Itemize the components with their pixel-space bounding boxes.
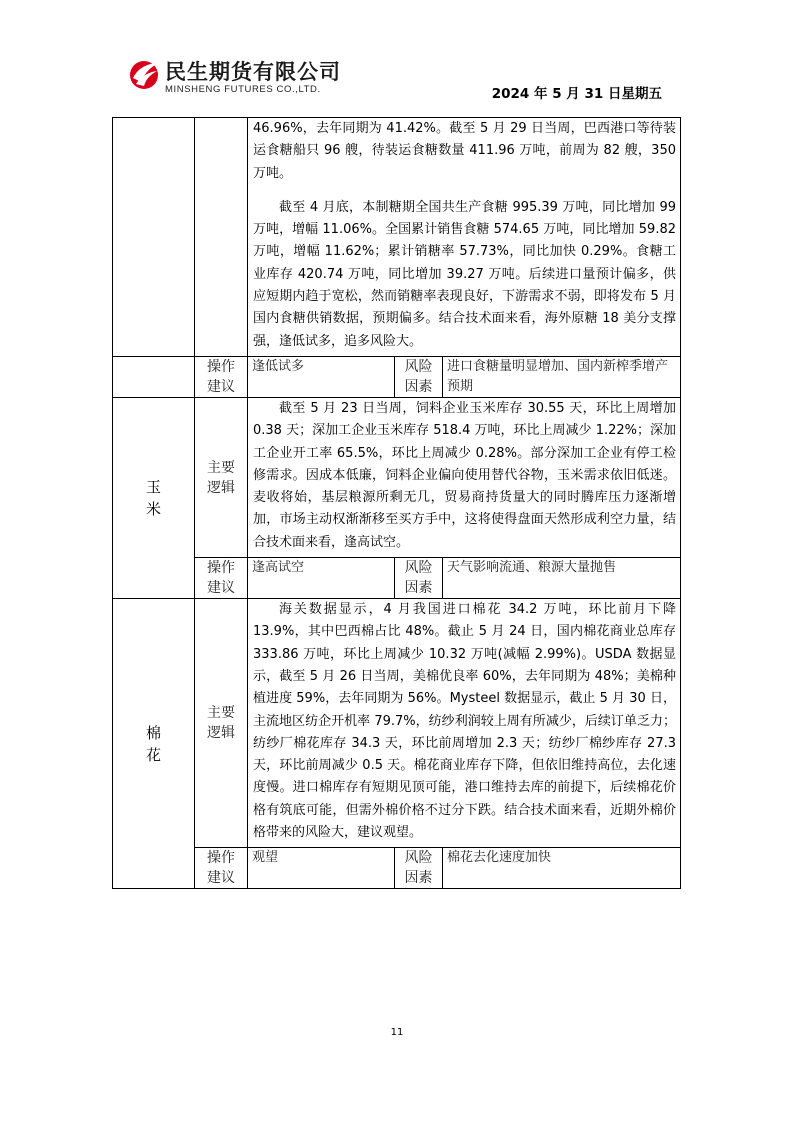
op-label: 操作建议 [207, 850, 235, 887]
table-row [113, 558, 681, 599]
logic-label: 主要逻辑 [207, 459, 235, 496]
logic-label-cell-empty [195, 118, 248, 357]
op-label: 操作建议 [207, 560, 235, 597]
risk-label: 风险因素 [404, 358, 433, 395]
sugar-logic-paragraph: 截至 4 月底，本制糖期全国共生产食糖 995.39 万吨，同比增加 99 万吨，增幅 11.06%。全国累计销售食糖 574.65 万吨，同比增加 59.82 万吨，增幅 11.62%；累计销糖率 57.73%，同比加快 0.29%。食糖工业库存 420.74 万吨，同比增加 39.27 万吨。后续进口量预计偏多，供应短期内趋于宽松，然而销糖率表现良好，下游需求不弱，即将发布 5 月国内食糖供销数据，预期偏多。结合技术面来看，海外原糖 18 美分支撑强，逢低试多，追多风险大。 [253, 199, 676, 349]
cotton-logic-cell [248, 599, 681, 848]
risk-value: 棉花去化速度加快 [443, 848, 681, 889]
report-date: 2024 年 5 月 31 日星期五 [491, 86, 662, 102]
logic-label: 主要逻辑 [207, 705, 235, 742]
table-row [113, 118, 681, 357]
op-value: 逢低试多 [248, 356, 395, 397]
op-value: 观望 [248, 848, 395, 889]
op-label: 操作建议 [207, 358, 235, 395]
table-row [113, 356, 681, 397]
risk-value: 进口食糖量明显增加、国内新榨季增产预期 [443, 356, 681, 397]
risk-value: 天气影响流通、粮源大量抛售 [443, 558, 681, 599]
table-row [113, 599, 681, 848]
table-row [113, 848, 681, 889]
commodity-cell-empty [113, 356, 195, 397]
risk-label-cell [395, 558, 443, 599]
risk-label-cell [395, 356, 443, 397]
commodity-name-corn: 玉米 [113, 397, 195, 598]
commodity-name-cotton: 棉花 [113, 599, 195, 889]
page-number: 11 [390, 1027, 404, 1038]
logic-label-cell [195, 599, 248, 848]
company-name-cn: 民生期货有限公司 [165, 60, 341, 84]
company-name-en: MINSHENG FUTURES CO.,LTD. [165, 84, 321, 95]
corn-logic-paragraph: 截至 5 月 23 日当周，饲料企业玉米库存 30.55 天，环比上周增加 0.38 天；深加工企业玉米库存 518.4 万吨，环比上周减少 1.22%；深加工企业开工率 65.5%，环比上周减少 0.28%。部分深加工企业有停工检修需求。因成本低廉，饲料企业偏向使用替代谷物，玉米需求依旧低迷。麦收将始，基层粮源所剩无几，贸易商持货量大的同时腾库压力逐渐增加，市场主动权渐渐移至买方手中，这将使得盘面天然形成利空力量，结合技术面来看，逢高试空。 [253, 400, 676, 550]
op-label-cell [195, 558, 248, 599]
commodity-table [112, 117, 681, 889]
risk-label: 风险因素 [404, 560, 433, 597]
cotton-logic-paragraph: 海关数据显示，4 月我国进口棉花 34.2 万吨，环比前月下降 13.9%，其中巴西棉占比 48%。截止 5 月 24 日，国内棉花商业总库存 333.86 万吨，环比上周减少 10.32 万吨(减幅 2.99%)。USDA 数据显示，截至 5 月 26 日当周，美棉优良率 60%，去年同期为 48%；美棉种植进度 59%，去年同期为 56%。Mysteel 数据显示，截止 5 月 30 日，主流地区纺企开机率 79.7%，纺纱利润较上周有所减少，后续订单乏力；纺纱厂棉花库存 34.3 天，环比前周增加 2.3 天；纺纱厂棉纱库存 27.3 天，环比前周减少 0.5 天。棉花商业库存下降，但依旧维持高位，去化速度慢。进口棉库存有短期见顶可能，港口维持去库的前提下，后续棉花价格有筑底可能，但需外棉价格不过分下跌。结合技术面来看，近期外棉价格带来的风险大，建议观望。 [253, 602, 676, 841]
sugar-logic-paragraph: 46.96%，去年同期为 41.42%。截至 5 月 29 日当周，巴西港口等待装运食糖船只 96 艘，待装运食糖数量 411.96 万吨，前周为 82 艘，350 万吨。 [253, 121, 676, 181]
table-row [113, 397, 681, 557]
logic-label-cell [195, 397, 248, 557]
op-label-cell [195, 848, 248, 889]
risk-label-cell [395, 848, 443, 889]
risk-label: 风险因素 [404, 850, 433, 887]
corn-logic-cell [248, 397, 681, 557]
company-logo [127, 56, 367, 100]
minsheng-logo-icon [127, 56, 163, 92]
sugar-logic-cell [248, 118, 681, 357]
op-value: 逢高试空 [248, 558, 395, 599]
op-label-cell [195, 356, 248, 397]
commodity-cell-empty [113, 118, 195, 357]
